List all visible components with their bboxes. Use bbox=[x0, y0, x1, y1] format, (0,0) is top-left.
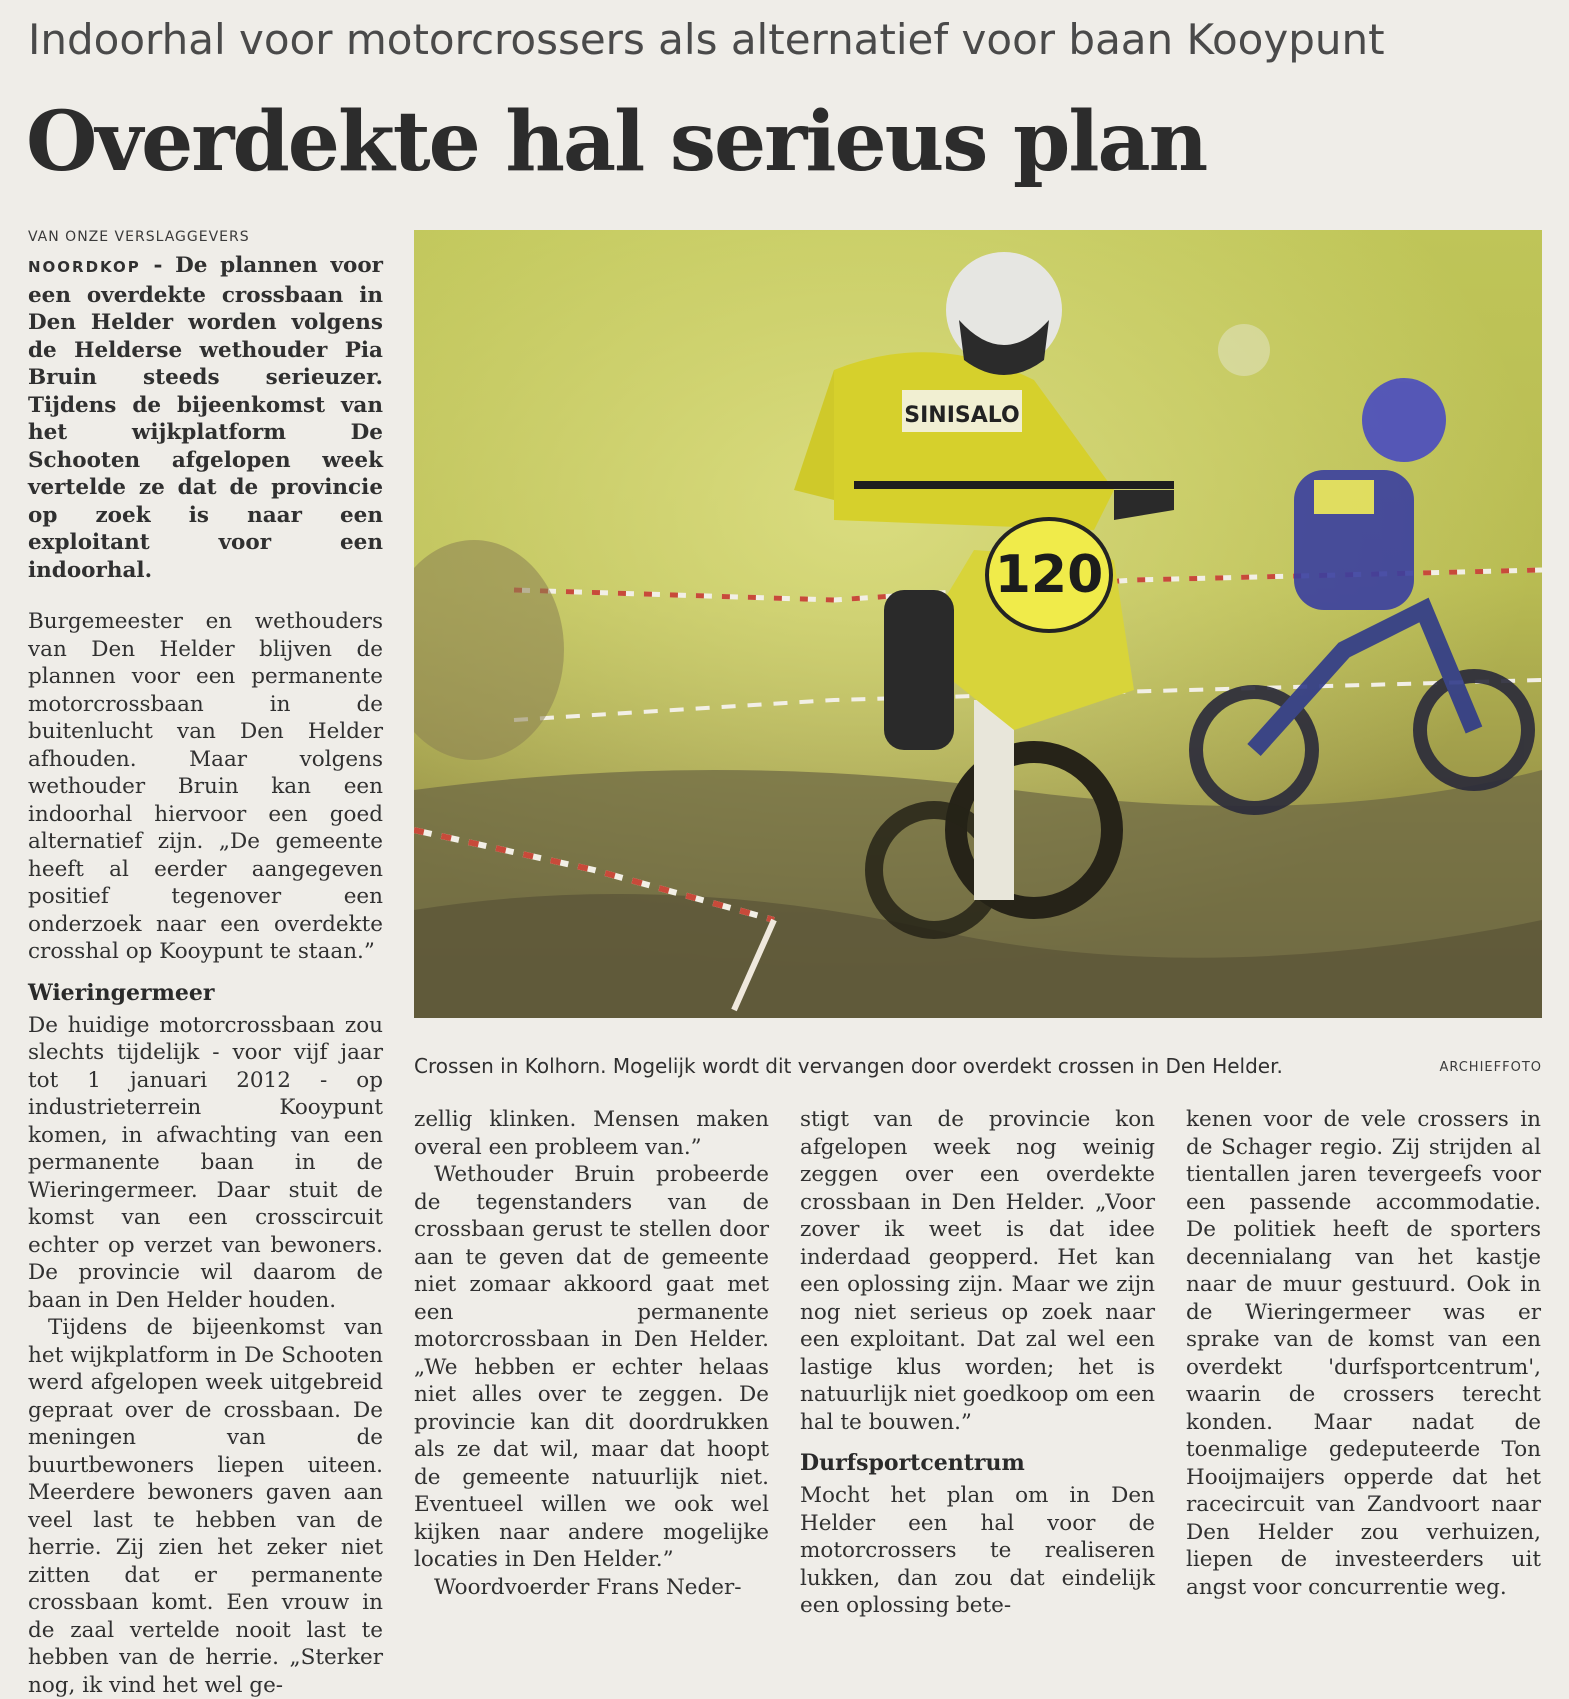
article-column-4 bbox=[1186, 1106, 1541, 1601]
article-paragraph: stigt van de provincie kon afgelopen week nog weinig zeggen over een overdekte crossbaan in Den Helder. „Voor zover ik weet is dat idee inderdaad geopperd. Het kan een oplossing zijn. Maar we zijn nog niet serieus op zoek naar een exploitant. Dat zal wel een lastige klus worden; het is natuurlijk niet goedkoop om een hal te bouwen.” bbox=[800, 1107, 1155, 1435]
article-paragraph: Tijdens de bijeenkomst van het wijkplatform in De Schooten werd afgelopen week uitgebreid gepraat over de crossbaan. De meningen van de buurtbewoners liepen uiteen. Meerdere bewoners gaven aan veel last te hebben van de herrie. Zij zien het zeker niet zitten dat er permanente crossbaan komt. Een vrouw in de zaal vertelde nooit last te hebben van de herrie. „Sterker nog, ik vind het wel ge- bbox=[28, 1315, 383, 1698]
article-dateline: NOORDKOP bbox=[28, 258, 141, 276]
photo-caption-text: Crossen in Kolhorn. Mogelijk wordt dit vervangen door overdekt crossen in Den Helder. bbox=[414, 1054, 1283, 1078]
photo-credit: ARCHIEFFOTO bbox=[1439, 1060, 1542, 1075]
sponsor-label: SINISALO bbox=[904, 403, 1020, 428]
motocross-photo-illustration bbox=[414, 230, 1542, 1018]
article-subhead-durfsportcentrum: Durfsportcentrum bbox=[800, 1450, 1025, 1476]
article-paragraph: Burgemeester en wethouders van Den Helder blijven de plannen voor een permanente motorcrossbaan in de buitenlucht van Den Helder afhouden. Maar volgens wethouder Bruin kan een indoorhal hiervoor een goed alternatief zijn. „De gemeente heeft al eerder aangegeven positief tegenover een onderzoek naar een overdekte crosshal op Kooypunt te staan.” bbox=[28, 609, 383, 964]
article-subhead-wieringermeer: Wieringermeer bbox=[28, 979, 215, 1006]
article-kicker: Indoorhal voor motorcrossers als alternatief voor baan Kooypunt bbox=[28, 15, 1385, 64]
article-lead bbox=[28, 252, 383, 584]
article-paragraph: Mocht het plan om in Den Helder een hal voor de motorcrossers te realiseren lukken, dan zou dat eindelijk een oplossing bete- bbox=[800, 1483, 1155, 1618]
article-paragraph: Woordvoerder Frans Neder- bbox=[434, 1574, 742, 1600]
article-photo bbox=[414, 230, 1542, 1018]
article-paragraph: kenen voor de vele crossers in de Schager regio. Zij strijden al tientallen jaren tevergeefs voor een passende accommodatie. De politiek heeft de sporters decennialang van het kastje naar de muur gestuurd. Ook in de Wieringermeer was er sprake van de komst van een overdekt 'durfsportcentrum', waarin de crossers terecht konden. Maar nadat de toenmalige gedeputeerde Ton Hooijmaijers opperde dat het racecircuit van Zandvoort naar Den Helder zou verhuizen, liepen de investeerders uit angst voor concurrentie weg. bbox=[1186, 1107, 1541, 1600]
article-lead-text: - De plannen voor een overdekte crossbaan in Den Helder worden volgens de Helderse wethouder Pia Bruin steeds serieuzer. Tijdens de bijeenkomst van het wijkplatform De Schooten afgelopen week vertelde ze dat de provincie op zoek is naar een exploitant voor een indoorhal. bbox=[28, 253, 383, 583]
article-paragraph: zellig klinken. Mensen maken overal een probleem van.” bbox=[414, 1107, 769, 1160]
article-headline: Overdekte hal serieus plan bbox=[26, 94, 1207, 190]
bib-number: 120 bbox=[994, 545, 1104, 605]
article-column-2 bbox=[414, 1106, 769, 1601]
article-column-1 bbox=[28, 226, 383, 1699]
article-byline: VAN ONZE VERSLAGGEVERS bbox=[28, 229, 250, 245]
photo-caption bbox=[414, 1052, 1542, 1080]
article-paragraph: Wethouder Bruin probeerde de tegenstanders van de crossbaan gerust te stellen door aan te geven dat de gemeente niet zomaar akkoord gaat met een permanente motorcrossbaan in Den Helder. „We hebben er echter helaas niet alles over te zeggen. De provincie kan dit doordrukken als ze dat wil, maar dat hoopt de gemeente natuurlijk niet. Eventueel willen we ook wel kijken naar andere mogelijke locaties in Den Helder.” bbox=[414, 1162, 769, 1572]
article-column-3 bbox=[800, 1106, 1155, 1620]
article-paragraph: De huidige motorcrossbaan zou slechts tijdelijk - voor vijf jaar tot 1 januari 2012 - op industrieterrein Kooypunt komen, in afwachting van een permanente baan in de Wieringermeer. Daar stuit de komst van een crosscircuit echter op verzet van bewoners. De provincie wil daarom de baan in Den Helder houden. bbox=[28, 1012, 383, 1313]
